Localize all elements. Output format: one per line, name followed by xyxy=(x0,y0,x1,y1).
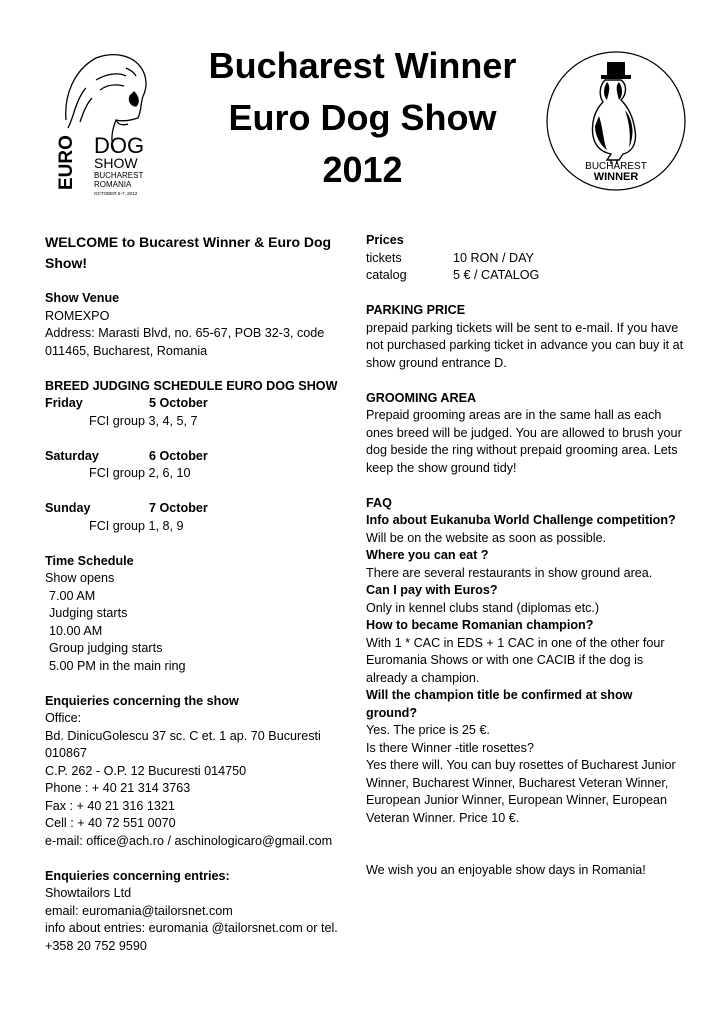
time-line: Show opens xyxy=(45,571,115,585)
logo-winner-text: WINNER xyxy=(593,171,639,183)
left-column xyxy=(45,232,360,955)
title-line: Euro Dog Show xyxy=(228,97,497,138)
time-line: 7.00 AM xyxy=(49,588,96,603)
enquiries-line: Bd. DinicuGolescu 37 sc. C et. 1 ap. 70 Bucuresti 010867 xyxy=(45,728,321,760)
price-row xyxy=(366,267,686,285)
time-schedule-heading: Time Schedule xyxy=(45,553,134,568)
faq-question: Will the champion title be confirmed at show ground? xyxy=(366,688,633,720)
price-row xyxy=(366,250,686,268)
enquiries-line: Phone : + 40 21 314 3763 xyxy=(45,781,191,795)
logo-date-text: OCTOBER 5-7, 2012 xyxy=(94,191,138,196)
day-date: 5 October xyxy=(149,396,208,410)
schedule-day-friday xyxy=(45,395,360,413)
price-value: 5 € / CATALOG xyxy=(453,268,540,282)
faq-answer: Only in kennel clubs stand (diplomas etc.) xyxy=(366,600,600,615)
day-groups: FCI group 2, 6, 10 xyxy=(89,466,191,480)
venue-address: Address: Marasti Blvd, no. 65-67, POB 32-3, code 011465, Bucharest, Romania xyxy=(45,326,325,358)
entries-line: email: euromania@tailorsnet.com xyxy=(45,903,233,918)
entries-line: Showtailors Ltd xyxy=(45,886,132,900)
entries-line: info about entries: euromania @tailorsnet.com or tel. +358 20 752 9590 xyxy=(45,921,338,953)
grooming-text: Prepaid grooming areas are in the same hall as each ones breed will be judged. You are allowed to brush your dog beside the ring without prepaid grooming area. Lets keep the show ground tidy! xyxy=(366,408,682,475)
price-label: catalog xyxy=(366,268,407,282)
day-name: Saturday xyxy=(45,448,99,463)
dog-top-hat-icon xyxy=(592,62,635,164)
logo-country-text: ROMANIA xyxy=(94,180,132,189)
right-column xyxy=(366,232,686,880)
faq-question: How to became Romanian champion? xyxy=(366,618,594,632)
euro-dog-show-logo xyxy=(56,50,168,200)
title-line: Bucharest Winner xyxy=(208,45,517,86)
venue-name: ROMEXPO xyxy=(45,308,110,323)
prices-heading: Prices xyxy=(366,233,404,247)
logo-city-text: BUCHAREST xyxy=(94,171,144,180)
logo-show-text: SHOW xyxy=(94,155,138,171)
faq-answer: Yes. The price is 25 €. xyxy=(366,723,490,737)
faq-extra-line: Yes there will. You can buy rosettes of Bucharest Junior Winner, Bucharest Winner, Bucharest Veteran Winner, European Junior Winner, European Winner, European Veteran Winner. Price 10 €. xyxy=(366,758,676,825)
enquiries-line: e-mail: office@ach.ro / aschinologicaro@gmail.com xyxy=(45,833,333,848)
time-line: 10.00 AM xyxy=(49,623,103,638)
logo-bucharest-text: BUCHAREST xyxy=(585,161,647,172)
schedule-heading: BREED JUDGING SCHEDULE EURO DOG SHOW xyxy=(45,378,338,393)
faq-answer: Will be on the website as soon as possible. xyxy=(366,530,607,545)
faq-extra-line: Is there Winner -title rosettes? xyxy=(366,740,534,755)
grooming-heading: GROOMING AREA xyxy=(366,390,477,405)
time-line: Judging starts xyxy=(49,606,128,620)
price-label: tickets xyxy=(366,250,402,265)
enquiries-line: Cell : + 40 72 551 0070 xyxy=(45,816,176,830)
welcome-heading: WELCOME to Bucarest Winner & Euro Dog Show! xyxy=(45,234,332,271)
time-line: 5.00 PM in the main ring xyxy=(49,658,186,673)
day-name: Sunday xyxy=(45,501,91,515)
title-line: 2012 xyxy=(322,149,403,190)
day-groups: FCI group 3, 4, 5, 7 xyxy=(89,413,198,428)
day-groups: FCI group 1, 8, 9 xyxy=(89,518,184,533)
page-title xyxy=(170,40,555,196)
day-date: 7 October xyxy=(149,501,208,515)
parking-heading: PARKING PRICE xyxy=(366,303,466,317)
schedule-day-sunday xyxy=(45,500,360,518)
enquiries-line: Office: xyxy=(45,711,82,725)
faq-question: Can I pay with Euros? xyxy=(366,583,498,597)
schedule-day-saturday xyxy=(45,448,360,466)
faq-question: Info about Eukanuba World Challenge competition? xyxy=(366,513,676,527)
parking-text: prepaid parking tickets will be sent to e-mail. If you have not purchased parking ticket in advance you can buy it at show ground entrance D. xyxy=(366,320,684,370)
enquiries-line: Fax : + 40 21 316 1321 xyxy=(45,798,175,813)
faq-heading: FAQ xyxy=(366,495,392,510)
enquiries-entries-heading: Enquieries concerning entries: xyxy=(45,868,230,883)
faq-answer: With 1 * CAC in EDS + 1 CAC in one of the other four Euromania Shows or with one CACIB if the dog is already a champion. xyxy=(366,635,665,685)
faq-question: Where you can eat ? xyxy=(366,548,489,562)
time-line: Group judging starts xyxy=(49,641,163,655)
faq-answer: There are several restaurants in show ground area. xyxy=(366,565,653,580)
price-value: 10 RON / DAY xyxy=(453,250,534,265)
enquiries-show-heading: Enquieries concerning the show xyxy=(45,693,239,708)
logo-dog-text: DOG xyxy=(94,133,145,158)
bucharest-winner-logo xyxy=(545,50,687,192)
enquiries-line: C.P. 262 - O.P. 12 Bucuresti 014750 xyxy=(45,763,247,778)
venue-heading: Show Venue xyxy=(45,291,120,305)
day-name: Friday xyxy=(45,396,83,410)
logo-euro-text: EURO xyxy=(56,135,77,190)
day-date: 6 October xyxy=(149,448,208,463)
closing-text: We wish you an enjoyable show days in Romania! xyxy=(366,863,646,877)
